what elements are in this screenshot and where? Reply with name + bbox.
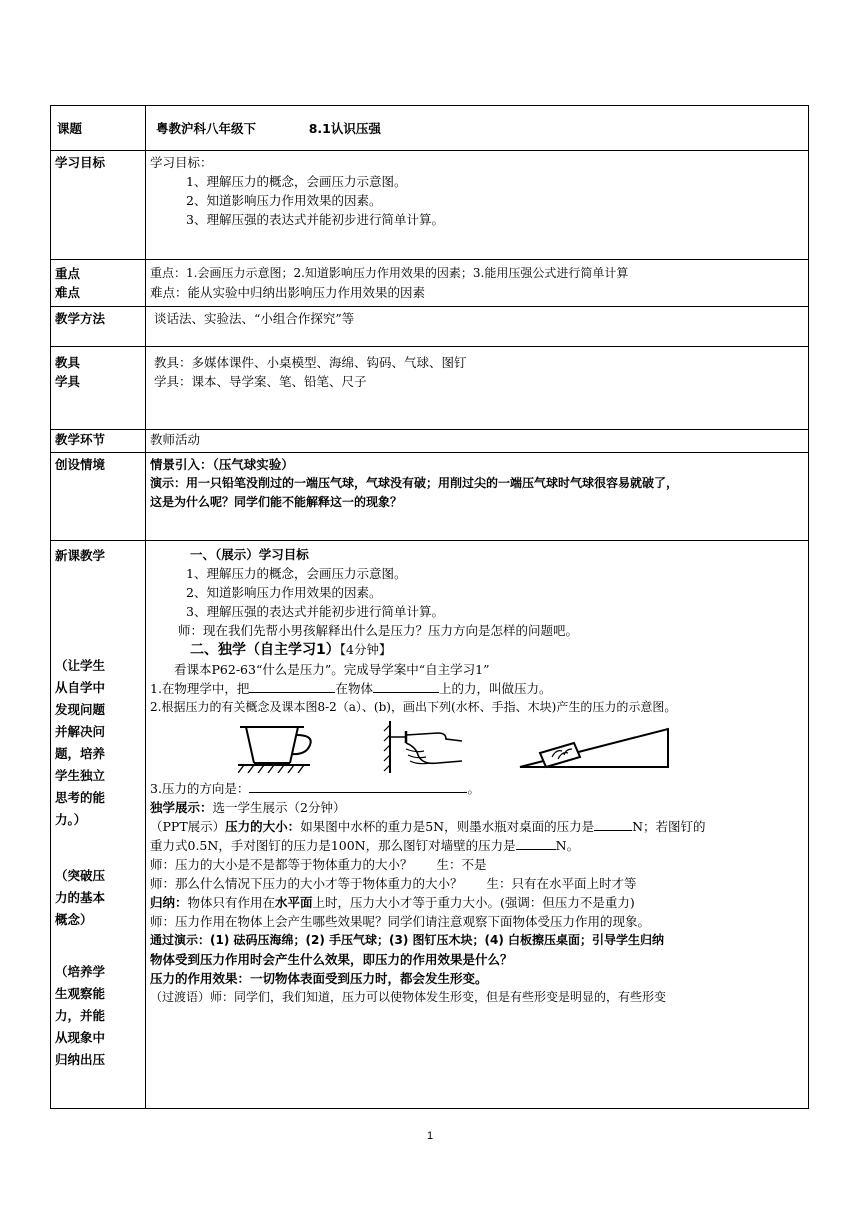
side-note-line: 题，培养 [55, 746, 106, 761]
topic-section: 8.1认识压强 [308, 120, 381, 136]
effect-line: 压力的作用效果：一切物体表面受到压力时，都会发生形变。 [150, 971, 488, 986]
stage-label: 教学环节 [51, 430, 146, 453]
teacher-tools: 教具：多媒体课件、小桌模型、海绵、钩码、气球、图钉 [154, 355, 467, 370]
q1-blank-2 [373, 679, 439, 693]
summary-label: 归纳： [150, 895, 188, 910]
goals-cell [146, 151, 809, 260]
ppt-blank-1 [594, 817, 632, 831]
ppt2-text: 重力式0.5N，手对图钉的压力是100N，那么图钉对墙壁的压力是 [150, 838, 516, 853]
ppt-text-2: N；若图钉的 [632, 819, 706, 834]
side-note-line: （培养学 [55, 964, 106, 979]
ppt2-end: N。 [555, 838, 580, 853]
water-cup-figure [238, 721, 328, 773]
side-note-line: 概念） [55, 912, 93, 927]
q3-blank [249, 779, 467, 793]
section-1-title: 一、（展示）学习目标 [190, 547, 309, 562]
ppt-line-1 [150, 817, 808, 836]
stage-text: 教师活动 [146, 430, 809, 453]
block-incline-figure [516, 721, 676, 773]
side-note-line: 归纳出压 [55, 1052, 106, 1067]
key-point: 重点：1.会画压力示意图；2.知道影响压力作用效果的因素；3.能用压强公式进行简单计算 [150, 266, 629, 280]
question-3 [150, 779, 808, 798]
ppt-blank-2 [516, 836, 556, 850]
intro-cell [146, 453, 809, 541]
side-note-2 [55, 865, 145, 931]
section-2-heading [150, 640, 808, 660]
goal-item: 1、理解压力的概念，会画压力示意图。 [186, 174, 407, 189]
side-note-line: 从现象中 [55, 1030, 106, 1045]
qa2-teacher: 师：那么什么情况下压力的大小才等于物体重力的大小？ [150, 876, 463, 891]
transition-line: （过渡语）师：同学们，我们知道，压力可以使物体发生形变，但是有些形变是明显的，有些形变 [150, 990, 667, 1004]
summary-text-b: 上时，压力大小才等于重力大小。(强调：但压力不是重力) [312, 895, 635, 910]
q1-text-b: 在物体 [335, 681, 373, 696]
qa1-teacher: 师：压力的大小是不是都等于物体重力的大小？ [150, 857, 413, 872]
demo-line-2: 物体受到压力作用时会产生什么效果，即压力的作用效果是什么？ [150, 952, 513, 967]
side-note-line: 并解决问 [55, 724, 106, 739]
qa-line-2 [150, 874, 808, 893]
qa1-student: 生：不是 [436, 857, 487, 872]
tools-cell [146, 347, 809, 430]
intro-label: 创设情境 [51, 453, 146, 541]
qa2-student: 生：只有在水平面上时才等 [486, 876, 637, 891]
q3-text: 3.压力的方向是： [150, 781, 250, 796]
section-1-item: 2、知道影响压力作用效果的因素。 [186, 585, 382, 600]
show-text: 选一学生展示（2分钟） [212, 800, 346, 815]
goal-item: 3、理解压强的表达式并能初步进行简单计算。 [186, 212, 444, 227]
qa-line-1 [150, 855, 808, 874]
side-note-1 [55, 655, 145, 831]
side-note-line: 力。） [55, 812, 87, 827]
key-label [51, 260, 146, 307]
student-tools: 学具：课本、导学案、笔、铅笔、尺子 [154, 374, 367, 389]
q1-text-c: 上的力，叫做压力。 [438, 681, 552, 696]
lesson-plan-table [50, 105, 809, 1109]
lesson-label: 新课教学 [55, 548, 106, 563]
side-note-line: 力，并能 [55, 1008, 106, 1023]
lesson-content [146, 541, 809, 1109]
side-note-line: 从自学中 [55, 680, 106, 695]
section-2-time: 【4分钟】 [339, 642, 392, 657]
goals-heading: 学习目标： [150, 155, 213, 170]
page-number: 1 [426, 1130, 434, 1142]
side-note-line: 发现问题 [55, 702, 106, 717]
ppt-line-2 [150, 836, 808, 855]
side-note-line: 学生独立 [55, 768, 106, 783]
key-label-1: 重点 [55, 266, 81, 281]
q1-blank-1 [249, 679, 335, 693]
show-line [150, 798, 808, 817]
q3-end: 。 [467, 781, 480, 796]
teacher-line-2: 师：压力作用在物体上会产生哪些效果呢？同学们请注意观察下面物体受压力作用的现象。 [150, 914, 651, 929]
intro-demo-2: 这是为什么呢？同学们能不能解释这一的现象？ [150, 495, 403, 509]
intro-heading: 情景引入：（压气球实验） [150, 457, 294, 472]
ppt-tag: （PPT展示） [150, 819, 226, 834]
summary-line [150, 893, 808, 912]
method-label: 教学方法 [51, 307, 146, 347]
q1-text-a: 1.在物理学中，把 [150, 681, 250, 696]
topic-label: 课题 [51, 106, 146, 151]
tools-label-1: 教具 [55, 355, 81, 370]
section-2-title: 二、独学（自主学习1） [190, 642, 340, 658]
show-label: 独学展示： [150, 800, 213, 815]
demo-line-1: 通过演示：(1) 砝码压海绵；(2) 手压气球；(3) 图钉压木块；(4) 白板擦压桌面；引导学生归纳 [150, 933, 664, 947]
difficult-point: 难点：能从实验中归纳出影响压力作用效果的因素 [150, 285, 426, 300]
side-note-line: （突破压 [55, 868, 106, 883]
side-note-3 [55, 961, 145, 1071]
summary-text-a: 物体只有作用在 [187, 895, 276, 910]
summary-keyword: 水平面 [275, 895, 313, 910]
question-2: 2.根据压力的有关概念及课本图8-2（a）、(b)，画出下列(水杯、手指、木块)产生的压力的示意图。 [150, 700, 677, 714]
goal-item: 2、知道影响压力作用效果的因素。 [186, 193, 382, 208]
topic-title: 粤教沪科八年级下 [156, 120, 257, 136]
finger-pin-figure [376, 721, 466, 773]
side-note-line: 力的基本 [55, 890, 106, 905]
key-cell [146, 260, 809, 307]
tools-label [51, 347, 146, 430]
method-text: 谈话法、实验法、“小组合作探究”等 [146, 307, 809, 347]
section-1-item: 1、理解压力的概念，会画压力示意图。 [186, 566, 407, 581]
ppt-text: 如果图中水杯的重力是5N，则墨水瓶对桌面的压力是 [300, 819, 595, 834]
section-1-item: 3、理解压强的表达式并能初步进行简单计算。 [186, 604, 444, 619]
topic-cell [146, 106, 809, 151]
ppt-topic: 压力的大小： [225, 819, 301, 834]
intro-demo-1: 演示：用一只铅笔没削过的一端压气球，气球没有破；用削过尖的一端压气球时气球很容易就破了， [150, 476, 679, 490]
side-note-line: （让学生 [55, 658, 106, 673]
force-diagrams [150, 721, 808, 773]
goals-label: 学习目标 [51, 151, 146, 260]
question-1 [150, 679, 808, 698]
side-note-line: 生观察能 [55, 986, 106, 1001]
lesson-side-column [51, 541, 146, 1109]
teacher-line-1: 师：现在我们先帮小男孩解释出什么是压力？压力方向是怎样的问题吧。 [178, 623, 579, 638]
key-label-2: 难点 [55, 285, 81, 300]
side-note-line: 思考的能 [55, 790, 106, 805]
reading-task: 看课本P62-63“什么是压力”。完成导学案中“自主学习1” [174, 662, 490, 677]
tools-label-2: 学具 [55, 374, 81, 389]
